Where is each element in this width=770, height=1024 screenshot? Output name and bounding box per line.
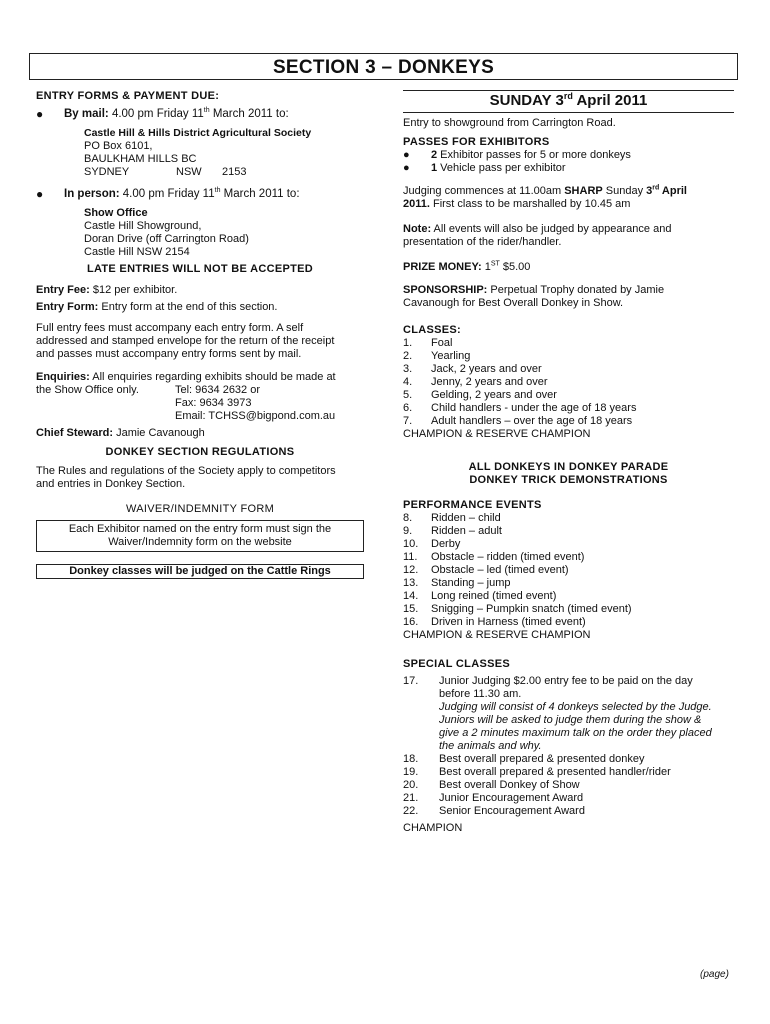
enquiries-paragraph (36, 371, 364, 423)
by-mail-label: By mail: (64, 108, 109, 120)
note-text: All events will also be judged by appearance and (431, 223, 672, 235)
classes-header: CLASSES: (403, 324, 462, 336)
special-num: 17. (403, 675, 419, 687)
performance-item-num: 15. (403, 603, 419, 615)
performance-item-label: Ridden – adult (431, 525, 502, 537)
special-item-num: 19. (403, 766, 419, 778)
class-item-label: Adult handlers – over the age of 18 years (431, 415, 633, 427)
class-item (403, 376, 734, 389)
sponsorship-label: SPONSORSHIP: (403, 284, 488, 296)
performance-item-label: Derby (431, 538, 461, 550)
page-footer: (page) (700, 969, 729, 980)
fax: Fax: 9634 3973 (175, 397, 252, 409)
mail-postcode: 2153 (222, 166, 247, 178)
bullet-icon: ● (403, 162, 410, 174)
performance-item-num: 10. (403, 538, 419, 550)
class-item (403, 415, 734, 428)
special-item-label: Best overall prepared & presented donkey (439, 753, 645, 765)
pass-count: 2 (431, 149, 438, 161)
in-person-sup: th (214, 187, 221, 195)
class-item-num: 2. (403, 350, 413, 362)
pass-text: Exhibitor passes for 5 or more donkeys (437, 149, 631, 161)
mail-sydney-row (84, 166, 364, 179)
special-17-notes (439, 701, 712, 753)
classes-list (403, 337, 734, 428)
performance-item-label: Obstacle – ridden (timed event) (431, 551, 585, 563)
performance-item (403, 577, 734, 590)
by-mail-row (36, 107, 364, 121)
entry-fee-text: $12 per exhibitor. (89, 284, 178, 296)
waiver-line: Each Exhibitor named on the entry form must sign the (68, 523, 332, 535)
pass-text: Vehicle pass per exhibitor (437, 162, 566, 174)
special-item-num: 22. (403, 805, 419, 817)
special-item-label: Junior Encouragement Award (439, 792, 584, 804)
mail-po: PO Box 6101, (84, 140, 153, 152)
special-note-line: Juniors will be asked to judge them during the show & (439, 714, 702, 726)
performance-item-label: Snigging – Pumpkin snatch (timed event) (431, 603, 632, 615)
in-person-text-post: March 2011 to: (220, 188, 300, 200)
special-item (403, 766, 734, 779)
by-mail-sup: th (203, 107, 210, 115)
event-date-header (403, 90, 734, 113)
special-item-num: 18. (403, 753, 419, 765)
performance-item-num: 16. (403, 616, 419, 628)
left-column (36, 90, 364, 579)
performance-item (403, 538, 734, 551)
cattle-rings-box: Donkey classes will be judged on the Cattle Rings (36, 564, 364, 579)
performance-item-num: 9. (403, 525, 413, 537)
performance-item (403, 564, 734, 577)
judging-day: 3 (646, 185, 653, 197)
regs-header: DONKEY SECTION REGULATIONS (105, 446, 295, 458)
champion-reserve-1: CHAMPION & RESERVE CHAMPION (403, 428, 591, 440)
performance-item-label: Long reined (timed event) (431, 590, 557, 602)
full-fees-line: Full entry fees must accompany each entry form. A self (36, 322, 304, 334)
enquiries-label: Enquiries: (36, 371, 90, 383)
passes-header: PASSES FOR EXHIBITORS (403, 136, 550, 148)
section-title: SECTION 3 – DONKEYS (29, 53, 738, 80)
special-list (403, 753, 734, 818)
class-item-num: 7. (403, 415, 413, 427)
mail-state: NSW (176, 166, 202, 178)
entry-form-label: Entry Form: (36, 301, 99, 313)
judging-text: First class to be marshalled by 10.45 am (429, 198, 631, 210)
special-item (403, 792, 734, 805)
mail-org: Castle Hill & Hills District Agricultural Society (84, 127, 312, 139)
special-item-label: Senior Encouragement Award (439, 805, 585, 817)
special-label: Junior Judging $2.00 entry fee to be paid on the day (439, 675, 693, 687)
special-header: SPECIAL CLASSES (403, 658, 510, 670)
class-item (403, 350, 734, 363)
special-item (403, 805, 734, 818)
performance-item-label: Standing – jump (431, 577, 511, 589)
performance-item-num: 13. (403, 577, 419, 589)
sponsorship-text: Cavanough for Best Overall Donkey in Show. (403, 297, 624, 309)
class-item (403, 389, 734, 402)
entry-fee-row (36, 284, 364, 297)
by-mail-text-pre: 4.00 pm Friday 11 (108, 108, 204, 120)
note-paragraph (403, 223, 734, 249)
class-item-label: Child handlers - under the age of 18 years (431, 402, 637, 414)
right-column (403, 90, 734, 835)
special-item-label: Best overall prepared & presented handler/rider (439, 766, 671, 778)
sponsorship-paragraph (403, 284, 734, 310)
parade-line: ALL DONKEYS IN DONKEY PARADE (468, 461, 669, 473)
class-item-label: Foal (431, 337, 453, 349)
special-note-line: the animals and why. (439, 740, 542, 752)
sponsorship-text: Perpetual Trophy donated by Jamie (487, 284, 665, 296)
class-item-num: 6. (403, 402, 413, 414)
prize-label: PRIZE MONEY: (403, 261, 482, 273)
in-person-label: In person: (64, 188, 120, 200)
special-label: before 11.30 am. (439, 688, 522, 700)
performance-item (403, 551, 734, 564)
pass-item (403, 162, 734, 175)
regs-paragraph (36, 465, 364, 491)
sunday-post: April 2011 (572, 92, 648, 109)
performance-header: PERFORMANCE EVENTS (403, 499, 542, 511)
champion-reserve-2: CHAMPION & RESERVE CHAMPION (403, 629, 591, 641)
prize-place: 1 (481, 261, 491, 273)
by-mail-text-post: March 2011 to: (209, 108, 289, 120)
in-person-text-pre: 4.00 pm Friday 11 (119, 188, 215, 200)
class-item-num: 5. (403, 389, 413, 401)
special-item (403, 779, 734, 792)
performance-item-label: Ridden – child (431, 512, 501, 524)
judging-sharp: SHARP (564, 185, 603, 197)
special-item-num: 21. (403, 792, 419, 804)
entry-form-text: Entry form at the end of this section. (98, 301, 278, 313)
champion-final: CHAMPION (403, 822, 463, 834)
pass-count: 1 (431, 162, 438, 174)
judging-month: April (659, 185, 687, 197)
full-fees-paragraph (36, 322, 364, 361)
class-item-label: Yearling (431, 350, 471, 362)
class-item-label: Gelding, 2 years and over (431, 389, 557, 401)
mail-address (36, 127, 364, 179)
regs-line: The Rules and regulations of the Society apply to competitors (36, 465, 336, 477)
performance-item-num: 12. (403, 564, 419, 576)
entry-fee-label: Entry Fee: (36, 284, 90, 296)
special-item (403, 675, 734, 753)
waiver-box (36, 520, 364, 552)
prize-money-row (403, 261, 734, 274)
prize-amount: $5.00 (499, 261, 531, 273)
performance-item (403, 525, 734, 538)
full-fees-line: and passes must accompany entry forms sent by mail. (36, 348, 302, 360)
waiver-header: WAIVER/INDEMNITY FORM (125, 503, 275, 515)
class-item-num: 3. (403, 363, 413, 375)
office-line3: Castle Hill NSW 2154 (84, 246, 190, 258)
late-entries-notice: LATE ENTRIES WILL NOT BE ACCEPTED (86, 263, 314, 275)
performance-item (403, 512, 734, 525)
judging-year: 2011. (403, 198, 430, 210)
class-item-label: Jack, 2 years and over (431, 363, 542, 375)
judging-text: Sunday (602, 185, 647, 197)
special-item (403, 753, 734, 766)
special-note-line: Judging will consist of 4 donkeys selected by the Judge. (439, 701, 712, 713)
class-item-label: Jenny, 2 years and over (431, 376, 548, 388)
chief-steward-name: Jamie Cavanough (113, 427, 205, 439)
waiver-line: Waiver/Indemnity form on the website (108, 536, 292, 548)
class-item-num: 4. (403, 376, 413, 388)
bullet-icon: ● (36, 187, 44, 201)
full-fees-line: addressed and stamped envelope for the return of the receipt (36, 335, 335, 347)
chief-steward-label: Chief Steward: (36, 427, 114, 439)
office-line2: Doran Drive (off Carrington Road) (84, 233, 249, 245)
judging-paragraph (403, 185, 734, 211)
mail-city: BAULKHAM HILLS BC (84, 153, 197, 165)
class-item (403, 337, 734, 350)
special-item-label: Best overall Donkey of Show (439, 779, 580, 791)
sunday-sup: rd (563, 91, 573, 101)
class-item-num: 1. (403, 337, 413, 349)
sunday-pre: SUNDAY 3 (489, 92, 564, 109)
judging-sup: rd (652, 184, 660, 192)
entry-form-row (36, 301, 364, 314)
office-name: Show Office (84, 207, 148, 219)
pass-item (403, 149, 734, 162)
judging-text: Judging commences at 11.00am (403, 185, 565, 197)
performance-list (403, 512, 734, 629)
parade-line: DONKEY TRICK DEMONSTRATIONS (469, 474, 668, 486)
performance-item (403, 603, 734, 616)
in-person-row (36, 187, 364, 201)
office-line1: Castle Hill Showground, (84, 220, 202, 232)
bullet-icon: ● (403, 149, 410, 161)
office-address (36, 207, 364, 259)
regs-line: and entries in Donkey Section. (36, 478, 186, 490)
entry-forms-header: ENTRY FORMS & PAYMENT DUE: (36, 90, 220, 102)
note-label: Note: (403, 223, 432, 235)
tel: Tel: 9634 2632 or (175, 384, 261, 396)
enquiries-text: All enquiries regarding exhibits should be made at (89, 371, 336, 383)
email: Email: TCHSS@bigpond.com.au (175, 410, 336, 422)
note-text: presentation of the rider/handler. (403, 236, 562, 248)
mail-sydney: SYDNEY (84, 166, 130, 178)
performance-item (403, 590, 734, 603)
bullet-icon: ● (36, 107, 44, 121)
special-note-line: give a 2 minutes maximum talk on the order they placed (439, 727, 712, 739)
performance-item-label: Driven in Harness (timed event) (431, 616, 586, 628)
chief-steward-row (36, 427, 364, 440)
performance-item (403, 616, 734, 629)
performance-item-label: Obstacle – led (timed event) (431, 564, 569, 576)
performance-item-num: 8. (403, 512, 413, 524)
performance-item-num: 11. (403, 551, 418, 563)
class-item (403, 402, 734, 415)
class-item (403, 363, 734, 376)
special-item-num: 20. (403, 779, 419, 791)
enquiries-line2: the Show Office only. (36, 384, 139, 396)
entry-showground: Entry to showground from Carrington Road. (403, 117, 616, 129)
performance-item-num: 14. (403, 590, 419, 602)
prize-sup: ST (490, 260, 500, 268)
